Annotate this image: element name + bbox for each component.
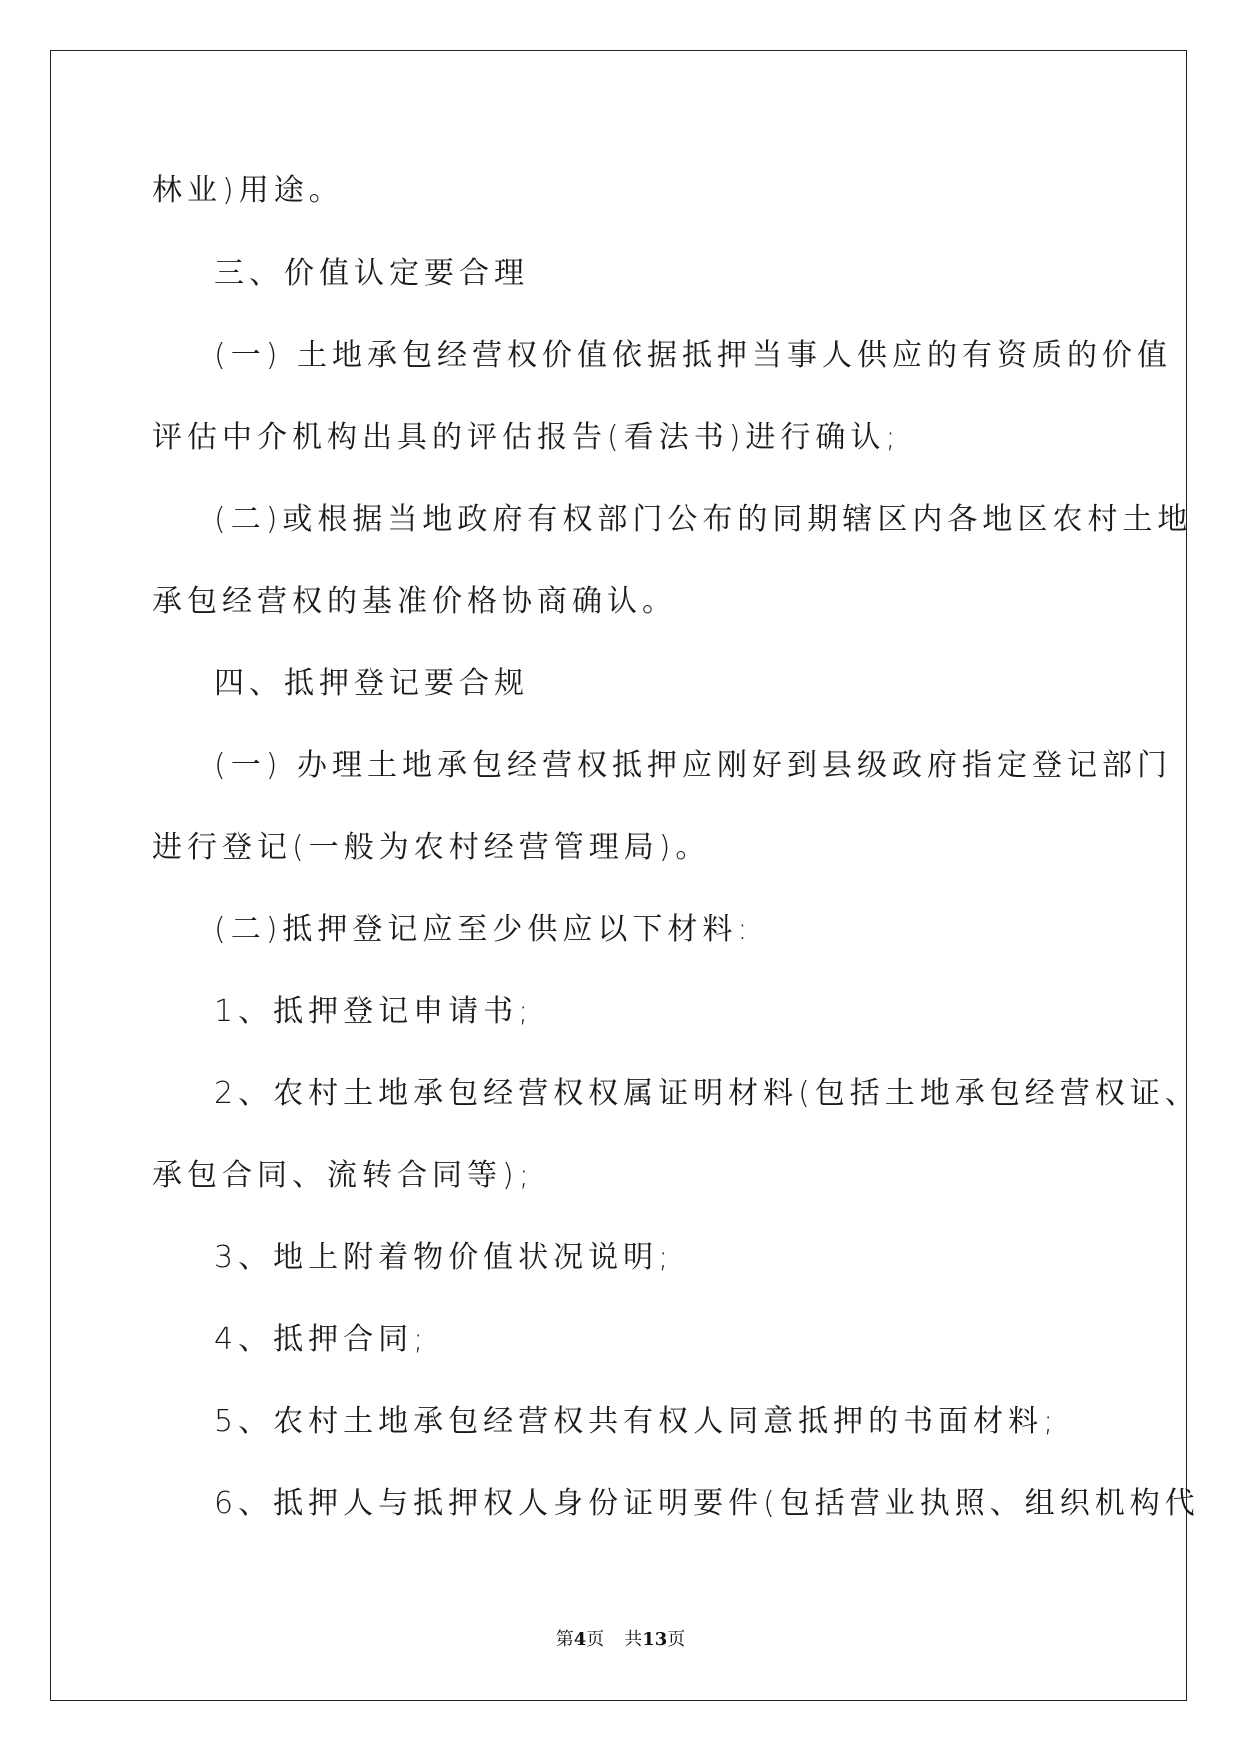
list-item-6: 6、抵押人与抵押权人身份证明要件(包括营业执照、组织机构代 <box>214 1486 1200 1521</box>
body-line-4: 评估中介机构出具的评估报告(看法书)进行确认; <box>152 420 901 455</box>
page-footer <box>0 1625 1241 1651</box>
list-item-1: 1、抵押登记申请书; <box>214 994 534 1029</box>
list-item-2: 2、农村土地承包经营权权属证明材料(包括土地承包经营权证、 <box>214 1076 1200 1111</box>
body-line-1: 林业)用途。 <box>152 173 344 208</box>
page-current: 4 <box>573 1629 587 1650</box>
page-prefix: 第 <box>555 1629 574 1650</box>
section-heading-4: 四、抵押登记要合规 <box>214 666 529 701</box>
total-prefix: 共 <box>624 1629 643 1650</box>
body-line-5: (二)或根据当地政府有权部门公布的同期辖区内各地区农村土地 <box>214 502 1193 537</box>
page-total: 13 <box>642 1629 668 1650</box>
list-item-4: 4、抵押合同; <box>214 1322 429 1357</box>
page-border <box>50 50 1200 1701</box>
body-line-3: (一) 土地承包经营权价值依据抵押当事人供应的有资质的价值 <box>214 338 1172 373</box>
body-line-10: (二)抵押登记应至少供应以下材料: <box>214 912 753 947</box>
page-unit: 页 <box>586 1629 605 1650</box>
body-line-6: 承包经营权的基准价格协商确认。 <box>152 584 677 619</box>
list-item-2-cont: 承包合同、流转合同等); <box>152 1158 534 1193</box>
list-item-5: 5、农村土地承包经营权共有权人同意抵押的书面材料; <box>214 1404 1059 1439</box>
body-line-8: (一) 办理土地承包经营权抵押应刚好到县级政府指定登记部门 <box>214 748 1172 783</box>
list-item-3: 3、地上附着物价值状况说明; <box>214 1240 674 1275</box>
section-heading-3: 三、价值认定要合理 <box>214 256 529 291</box>
total-unit: 页 <box>667 1629 686 1650</box>
body-line-9: 进行登记(一般为农村经营管理局)。 <box>152 830 711 865</box>
